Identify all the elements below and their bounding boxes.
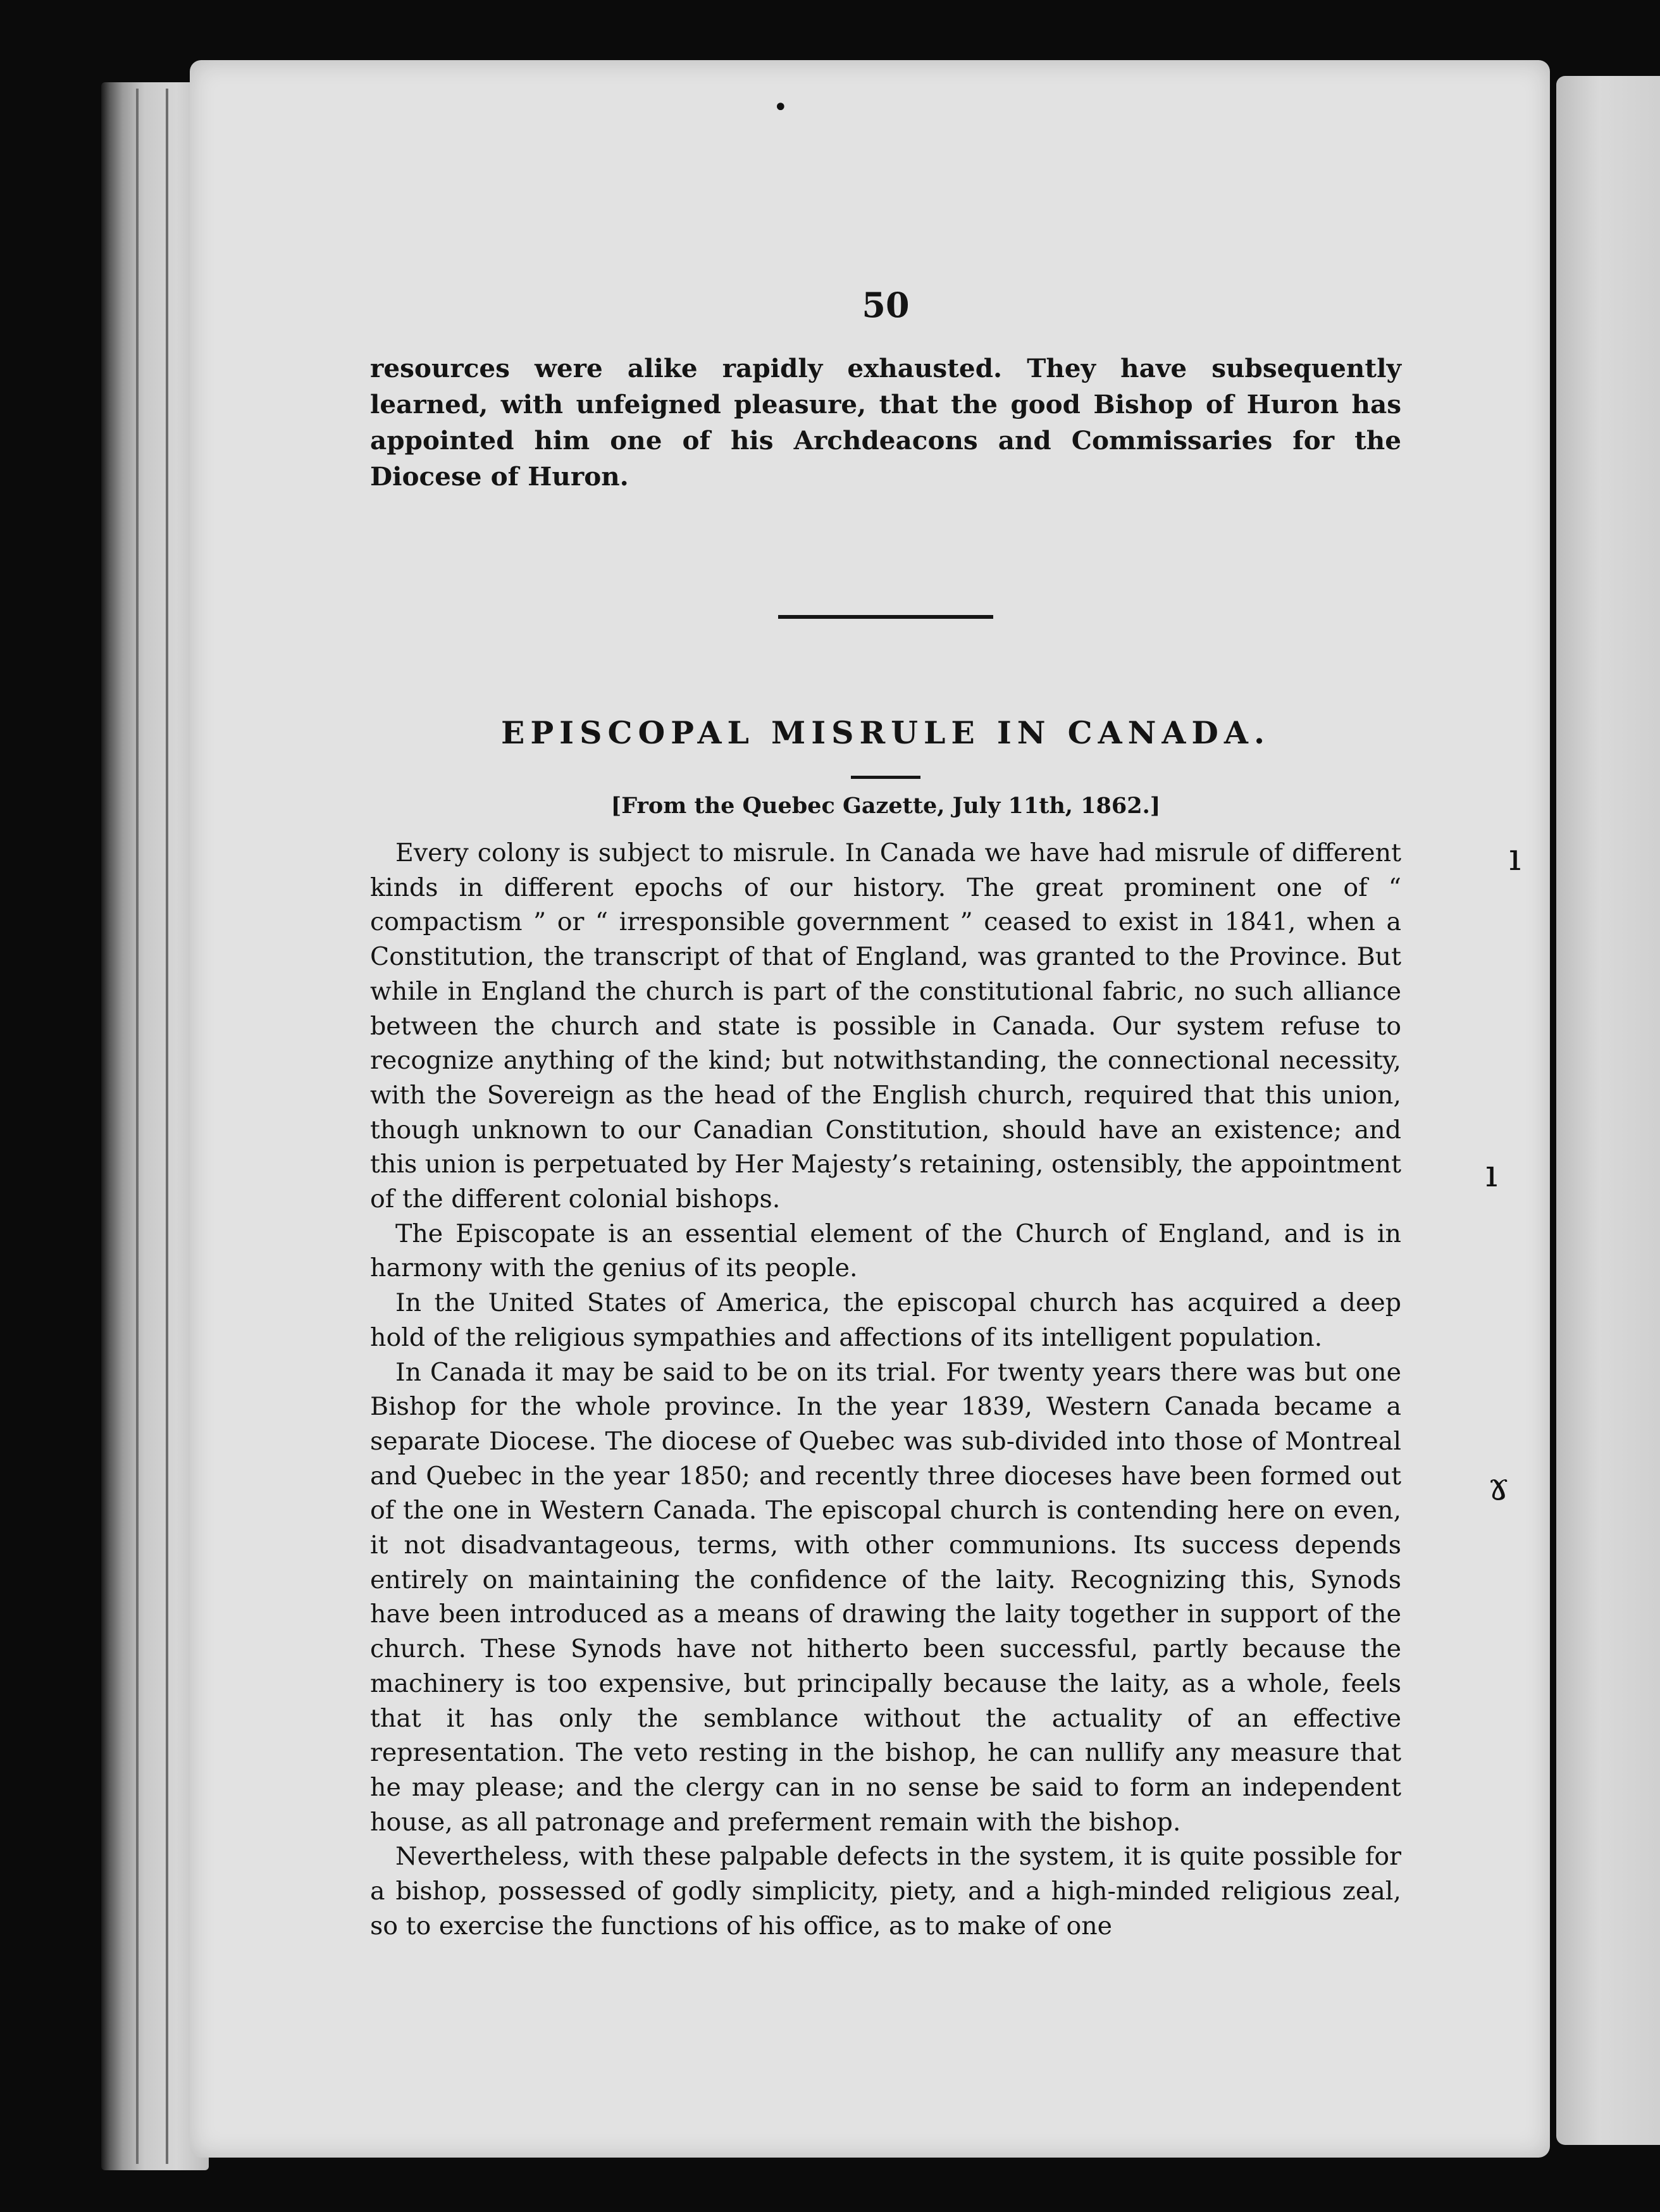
- article-paragraph: In the United States of America, the episcopal church has acquired a deep hold of the religious sympathies and affections of its intelligent population.: [370, 1288, 1401, 1352]
- article-source: [From the Quebec Gazette, July 11th, 1862.]: [610, 793, 1161, 819]
- print-speck: ı: [1509, 835, 1521, 879]
- continued-paragraph: resources were alike rapidly exhausted. They have subsequently learned, with unfeigned pleasure, that the good Bishop of Huron has appointed him one of his Archdeacons and Commissaries for the Diocese of Huron.: [370, 353, 1401, 492]
- print-speck: ɤ: [1488, 1465, 1509, 1509]
- section-divider: [778, 615, 993, 619]
- article-paragraph: Every colony is subject to misrule. In Canada we have had misrule of different kinds in different epochs of our history. The great prominent one of “ compactism ” or “ irresponsible government ” ceased to exist in 1841, when a Constitution, the transcript of that of England, was granted to the Province. But while in England the church is part of the constitutional fabric, no such alliance between the church and state is possible in Canada. Our system refuse to recognize anything of the kind; but notwithstanding, the connectional necessity, with the Sovereign as the head of the English church, required that this union, though unknown to our Canadian Constitution, should have an existence; and this union is perpetuated by Her Majesty’s retaining, ostensibly, the appointment of the different colonial bishops.: [370, 838, 1401, 1214]
- page-content: [370, 285, 1401, 1944]
- article-paragraph: The Episcopate is an essential element of the Church of England, and is in harmony with the genius of its people.: [370, 1219, 1401, 1283]
- page-number: 50: [862, 285, 910, 325]
- print-speck: ı: [1485, 1152, 1498, 1196]
- page-stack-line: [136, 89, 139, 2164]
- article-paragraph: In Canada it may be said to be on its trial. For twenty years there was but one Bishop for the whole province. In the year 1839, Western Canada became a separate Diocese. The diocese of Quebec was sub-divided into those of Montreal and Quebec in the year 1850; and recently three dioceses have been formed out of the one in Western Canada. The episcopal church is contending here on even, it not disadvantageous, terms, with other communions. Its success depends entirely on maintaining the confidence of the laity. Recognizing this, Synods have been introduced as a means of drawing the laity together in support of the church. These Synods have not hitherto been successful, partly because the machinery is too expensive, but principally because the laity, as a whole, feels that it has only the semblance without the actuality of an effective representation. The veto resting in the bishop, he can nullify any measure that he may please; and the clergy can in no sense be said to form an independent house, as all patronage and preferment remain with the bishop.: [370, 1357, 1401, 1837]
- title-rule: [851, 776, 920, 779]
- article-body: [370, 836, 1401, 1944]
- article-paragraph: Nevertheless, with these palpable defects in the system, it is quite possible for a bishop, possessed of godly simplicity, piety, and a high-minded religious zeal, so to exercise the functions of his office, as to make of one: [370, 1842, 1401, 1941]
- article-title: EPISCOPAL MISRULE IN CANADA.: [500, 714, 1271, 751]
- print-speck: •: [773, 93, 788, 122]
- facing-page-edge: [1556, 76, 1660, 2145]
- page-stack-line: [166, 89, 168, 2164]
